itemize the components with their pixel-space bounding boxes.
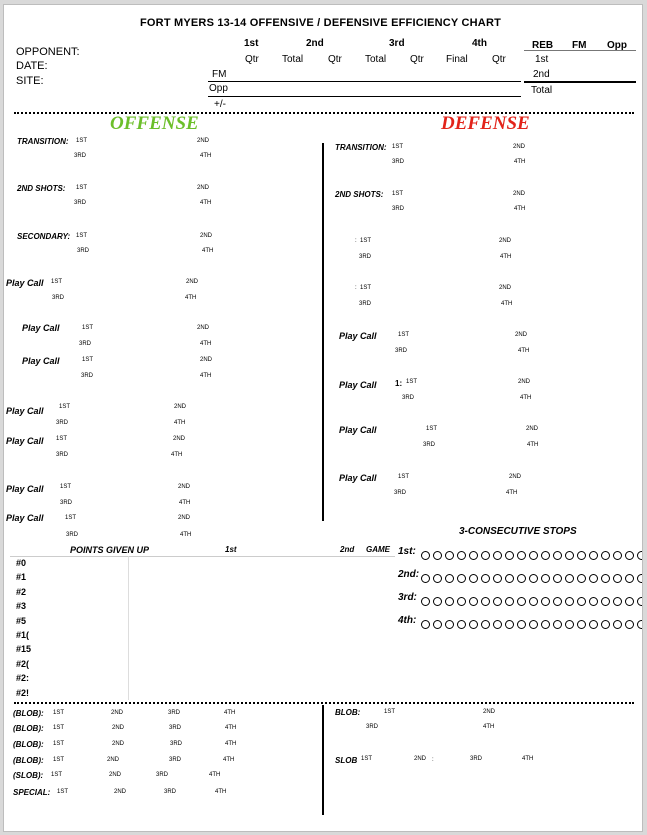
stop-checkbox[interactable]	[469, 574, 478, 583]
blob-left-label: (SLOB):	[13, 771, 44, 780]
defense-transition-label: TRANSITION:	[335, 143, 387, 152]
def-pc3-q4: 4TH	[527, 442, 539, 448]
stop-checkbox[interactable]	[481, 551, 490, 560]
stop-checkbox[interactable]	[481, 597, 490, 606]
top-dotted-separator	[14, 112, 634, 114]
blob-left-q4: 4TH	[223, 757, 235, 763]
stop-checkbox[interactable]	[433, 574, 442, 583]
off-pc2-q2: 2ND	[197, 325, 210, 331]
player-number: #0	[16, 558, 27, 568]
offense-defense-divider	[322, 143, 324, 521]
player-number: #3	[16, 601, 27, 612]
blob-left-q3: 3RD	[169, 757, 182, 763]
stop-checkbox[interactable]	[637, 597, 643, 606]
blob-left-q1: 1ST	[53, 757, 65, 763]
blob-right-q2: 2ND	[483, 709, 496, 715]
def-play-call-3: Play Call	[339, 425, 377, 435]
stop-checkbox[interactable]	[565, 620, 574, 629]
slob-right-q1: 1ST	[361, 756, 373, 762]
stops-row-label: 2nd:	[398, 569, 420, 580]
reb-header: REB	[532, 40, 554, 51]
blob-left-label: SPECIAL:	[13, 788, 51, 797]
blob-left-q4: 4TH	[215, 789, 227, 795]
off-pc7-q2: 2ND	[178, 515, 191, 521]
off-trans-q2: 2ND	[197, 138, 210, 144]
def-trans-q1: 1ST	[392, 144, 404, 150]
stop-checkbox[interactable]	[613, 551, 622, 560]
def-blank1-q2: 2ND	[499, 238, 512, 244]
slob-right-q3: 3RD	[470, 756, 483, 762]
points-1st-header: 1st	[225, 545, 237, 554]
reb-2nd: 2nd	[533, 69, 550, 80]
blob-left-q1: 1ST	[53, 741, 65, 747]
def-pc3-q3: 3RD	[423, 442, 436, 448]
player-number: #2:	[16, 673, 30, 684]
blob-left-q4: 4TH	[224, 710, 236, 716]
stop-checkbox[interactable]	[433, 597, 442, 606]
date-label: DATE:	[16, 60, 48, 72]
off-pc1-q1: 1ST	[51, 279, 63, 285]
def-play-call-2: Play Call	[339, 380, 377, 390]
stop-checkbox[interactable]	[577, 597, 586, 606]
col-final: Final	[446, 54, 468, 65]
reb-opp-header: Opp	[607, 40, 627, 51]
blob-left-q4: 4TH	[225, 741, 237, 747]
stops-circle-row	[421, 616, 643, 634]
stop-checkbox[interactable]	[637, 551, 643, 560]
fm-line	[208, 81, 521, 82]
off-pc3-q3: 3RD	[81, 373, 94, 379]
stop-checkbox[interactable]	[553, 551, 562, 560]
quarter-2-header: 2nd	[306, 38, 324, 49]
blob-left-q3: 3RD	[168, 710, 181, 716]
col-qtr-2: Qtr	[328, 54, 342, 65]
off-play-call-3: Play Call	[22, 356, 60, 366]
quarter-3-header: 3rd	[389, 38, 405, 49]
blob-left-q1: 1ST	[53, 725, 65, 731]
off-pc3-q2: 2ND	[200, 357, 213, 363]
off-pc4-q1: 1ST	[59, 404, 71, 410]
player-number: #1	[16, 572, 27, 583]
stop-checkbox[interactable]	[613, 597, 622, 606]
def-blank2-q3: 3RD	[359, 301, 372, 307]
stop-checkbox[interactable]	[625, 574, 634, 583]
stop-checkbox[interactable]	[565, 597, 574, 606]
blob-left-q2: 2ND	[107, 757, 120, 763]
stop-checkbox[interactable]	[541, 551, 550, 560]
blob-left-q1: 1ST	[53, 710, 65, 716]
def-play-call-4: Play Call	[339, 473, 377, 483]
stops-circle-row	[421, 547, 643, 565]
off-pc5-q4: 4TH	[171, 452, 183, 458]
stop-checkbox[interactable]	[457, 574, 466, 583]
off-trans-q1: 1ST	[76, 138, 88, 144]
off-play-call-7: Play Call	[6, 513, 44, 523]
stop-checkbox[interactable]	[589, 597, 598, 606]
stops-row-label: 3rd:	[398, 592, 417, 603]
off-sec-q4: 4TH	[202, 248, 214, 254]
off-play-call-5: Play Call	[6, 436, 44, 446]
stop-checkbox[interactable]	[529, 597, 538, 606]
stop-checkbox[interactable]	[589, 551, 598, 560]
stop-checkbox[interactable]	[625, 597, 634, 606]
blob-left-q2: 2ND	[111, 710, 124, 716]
off-2nd-q3: 3RD	[74, 200, 87, 206]
blob-right-q1: 1ST	[384, 709, 396, 715]
stop-checkbox[interactable]	[625, 551, 634, 560]
stop-checkbox[interactable]	[457, 597, 466, 606]
row-opp: Opp	[209, 83, 228, 94]
stop-checkbox[interactable]	[445, 551, 454, 560]
stop-checkbox[interactable]	[601, 551, 610, 560]
off-2nd-q2: 2ND	[197, 185, 210, 191]
defense-title: DEFENSE	[441, 113, 530, 134]
points-given-up-title: POINTS GIVEN UP	[70, 545, 150, 555]
stop-checkbox[interactable]	[433, 551, 442, 560]
stops-row-label: 4th:	[398, 615, 417, 626]
quarter-1-header: 1st	[244, 38, 259, 49]
blob-left-q4: 4TH	[225, 725, 237, 731]
col-total-1: Total	[282, 54, 304, 65]
stop-checkbox[interactable]	[529, 620, 538, 629]
slob-right-q2: 2ND	[414, 756, 427, 762]
stops-row-label: 1st:	[398, 546, 416, 557]
stop-checkbox[interactable]	[589, 574, 598, 583]
stops-circle-row	[421, 593, 643, 611]
stop-checkbox[interactable]	[517, 620, 526, 629]
stop-checkbox[interactable]	[613, 620, 622, 629]
col-total-2: Total	[365, 54, 387, 65]
defense-second-shots-label: 2ND SHOTS:	[335, 190, 384, 199]
def-pc3-q2: 2ND	[526, 426, 539, 432]
reb-1st: 1st	[535, 54, 549, 65]
stop-checkbox[interactable]	[541, 620, 550, 629]
stop-checkbox[interactable]	[421, 597, 430, 606]
off-play-call-6: Play Call	[6, 484, 44, 494]
bottom-dotted-separator	[14, 702, 634, 704]
reb-top-line	[524, 50, 636, 51]
stop-checkbox[interactable]	[493, 620, 502, 629]
stop-checkbox[interactable]	[493, 551, 502, 560]
blob-left-q3: 3RD	[156, 772, 169, 778]
def-pc4-q1: 1ST	[398, 474, 410, 480]
def-pc2-q3: 3RD	[402, 395, 415, 401]
stop-checkbox[interactable]	[577, 574, 586, 583]
def-blank2-colon: :	[355, 285, 357, 291]
row-plus-minus: +/-	[214, 99, 226, 110]
def-blank2-q2: 2ND	[499, 285, 512, 291]
stop-checkbox[interactable]	[505, 620, 514, 629]
stops-title: 3-CONSECUTIVE STOPS	[459, 526, 577, 537]
off-pc3-q4: 4TH	[200, 373, 212, 379]
points-game-header: GAME	[366, 545, 390, 554]
stop-checkbox[interactable]	[505, 597, 514, 606]
def-pc1-q3: 3RD	[395, 348, 408, 354]
player-number: #2	[16, 586, 27, 597]
col-qtr-1: Qtr	[245, 54, 259, 65]
off-play-call-1: Play Call	[6, 278, 44, 288]
stop-checkbox[interactable]	[421, 574, 430, 583]
def-blank1-q3: 3RD	[359, 254, 372, 260]
def-trans-q4: 4TH	[514, 159, 526, 165]
off-pc7-q3: 3RD	[66, 532, 79, 538]
off-pc6-q2: 2ND	[178, 484, 191, 490]
opponent-label: OPPONENT:	[16, 46, 80, 58]
off-pc3-q1: 1ST	[82, 357, 94, 363]
blob-left-label: (BLOB):	[13, 740, 44, 749]
opp-line	[208, 96, 521, 97]
offense-second-shots-label: 2ND SHOTS:	[17, 184, 66, 193]
off-pc4-q2: 2ND	[174, 404, 187, 410]
stop-checkbox[interactable]	[421, 620, 430, 629]
stop-checkbox[interactable]	[445, 620, 454, 629]
def-trans-q2: 2ND	[513, 144, 526, 150]
off-sec-q1: 1ST	[76, 233, 88, 239]
def-pc2-q1: 1ST	[406, 379, 418, 385]
stop-checkbox[interactable]	[469, 551, 478, 560]
blob-left-q2: 2ND	[109, 772, 122, 778]
def-2nd-q4: 4TH	[514, 206, 526, 212]
stop-checkbox[interactable]	[553, 620, 562, 629]
stop-checkbox[interactable]	[529, 551, 538, 560]
stop-checkbox[interactable]	[553, 597, 562, 606]
offense-transition-label: TRANSITION:	[17, 137, 69, 146]
stop-checkbox[interactable]	[517, 574, 526, 583]
stop-checkbox[interactable]	[469, 597, 478, 606]
def-pc1-q4: 4TH	[518, 348, 530, 354]
slob-right-q4: 4TH	[522, 756, 534, 762]
stop-checkbox[interactable]	[601, 597, 610, 606]
efficiency-chart-sheet	[3, 4, 643, 832]
off-2nd-q1: 1ST	[76, 185, 88, 191]
off-pc2-q3: 3RD	[79, 341, 92, 347]
off-trans-q4: 4TH	[200, 153, 212, 159]
off-pc2-q4: 4TH	[200, 341, 212, 347]
player-number: #15	[16, 644, 32, 655]
offense-secondary-label: SECONDARY:	[17, 232, 71, 241]
off-pc1-q4: 4TH	[185, 295, 197, 301]
stop-checkbox[interactable]	[457, 620, 466, 629]
def-blank2-q4: 4TH	[501, 301, 513, 307]
off-pc7-q4: 4TH	[180, 532, 192, 538]
player-number: #2(	[16, 658, 30, 669]
stop-checkbox[interactable]	[445, 597, 454, 606]
stop-checkbox[interactable]	[637, 620, 643, 629]
stop-checkbox[interactable]	[565, 551, 574, 560]
off-pc2-q1: 1ST	[82, 325, 94, 331]
off-sec-q3: 3RD	[77, 248, 90, 254]
off-2nd-q4: 4TH	[200, 200, 212, 206]
off-pc5-q1: 1ST	[56, 436, 68, 442]
stop-checkbox[interactable]	[505, 551, 514, 560]
stop-checkbox[interactable]	[493, 597, 502, 606]
def-2nd-q1: 1ST	[392, 191, 404, 197]
stop-checkbox[interactable]	[505, 574, 514, 583]
blob-left-q2: 2ND	[112, 741, 125, 747]
def-blank2-q1: 1ST	[360, 285, 372, 291]
player-number: #2!	[16, 687, 30, 698]
stop-checkbox[interactable]	[517, 597, 526, 606]
blob-left-label: (BLOB):	[13, 756, 44, 765]
offense-title: OFFENSE	[110, 113, 199, 134]
stop-checkbox[interactable]	[445, 574, 454, 583]
blob-left-q2: 2ND	[112, 725, 125, 731]
col-qtr-4: Qtr	[492, 54, 506, 65]
site-label: SITE:	[16, 75, 44, 87]
stop-checkbox[interactable]	[589, 620, 598, 629]
off-pc6-q4: 4TH	[179, 500, 191, 506]
chart-title: FORT MYERS 13-14 OFFENSIVE / DEFENSIVE EFFICIENCY CHART	[140, 17, 502, 29]
def-pc1-q1: 1ST	[398, 332, 410, 338]
def-pc2-q2: 2ND	[518, 379, 531, 385]
off-pc1-q2: 2ND	[186, 279, 199, 285]
stop-checkbox[interactable]	[541, 574, 550, 583]
blob-left-q4: 4TH	[209, 772, 221, 778]
stop-checkbox[interactable]	[625, 620, 634, 629]
off-pc4-q3: 3RD	[56, 420, 69, 426]
stop-checkbox[interactable]	[601, 620, 610, 629]
def-pc3-q1: 1ST	[426, 426, 438, 432]
stop-checkbox[interactable]	[541, 597, 550, 606]
blob-right-q3: 3RD	[366, 724, 379, 730]
off-play-call-2: Play Call	[22, 323, 60, 333]
stop-checkbox[interactable]	[517, 551, 526, 560]
def-pc2-q4: 4TH	[520, 395, 532, 401]
stop-checkbox[interactable]	[457, 551, 466, 560]
stop-checkbox[interactable]	[565, 574, 574, 583]
def-pc1-q2: 2ND	[515, 332, 528, 338]
def-pc4-q3: 3RD	[394, 490, 407, 496]
off-trans-q3: 3RD	[74, 153, 87, 159]
stop-checkbox[interactable]	[433, 620, 442, 629]
def-2nd-q3: 3RD	[392, 206, 405, 212]
reb-total: Total	[531, 85, 553, 96]
stop-checkbox[interactable]	[577, 620, 586, 629]
off-pc1-q3: 3RD	[52, 295, 65, 301]
stop-checkbox[interactable]	[613, 574, 622, 583]
blob-divider	[322, 705, 324, 815]
player-number: #5	[16, 615, 27, 626]
blob-right-q4: 4TH	[483, 724, 495, 730]
stop-checkbox[interactable]	[601, 574, 610, 583]
stop-checkbox[interactable]	[493, 574, 502, 583]
points-2nd-header: 2nd	[340, 545, 355, 554]
off-pc6-q1: 1ST	[60, 484, 72, 490]
stop-checkbox[interactable]	[577, 551, 586, 560]
slob-right-colon: :	[432, 757, 434, 763]
stop-checkbox[interactable]	[481, 574, 490, 583]
stop-checkbox[interactable]	[637, 574, 643, 583]
def-trans-q3: 3RD	[392, 159, 405, 165]
def-blank1-colon: :	[355, 238, 357, 244]
off-pc5-q2: 2ND	[173, 436, 186, 442]
def-2nd-q2: 2ND	[513, 191, 526, 197]
player-number: #1(	[16, 630, 30, 640]
blob-left-q3: 3RD	[169, 725, 182, 731]
stop-checkbox[interactable]	[529, 574, 538, 583]
stop-checkbox[interactable]	[421, 551, 430, 560]
row-fm: FM	[212, 69, 227, 80]
def-pc4-q2: 2ND	[509, 474, 522, 480]
col-qtr-3: Qtr	[410, 54, 424, 65]
blob-right-label: BLOB:	[335, 708, 361, 717]
blob-left-label: (BLOB):	[13, 724, 44, 733]
def-pc2-one: 1:	[395, 379, 403, 388]
blob-left-q1: 1ST	[57, 789, 69, 795]
reb-total-line	[524, 81, 636, 83]
off-pc7-q1: 1ST	[65, 515, 77, 521]
stop-checkbox[interactable]	[553, 574, 562, 583]
stops-circle-row	[421, 570, 643, 588]
reb-fm-header: FM	[572, 40, 587, 51]
stop-checkbox[interactable]	[481, 620, 490, 629]
def-play-call-1: Play Call	[339, 331, 377, 341]
def-blank1-q4: 4TH	[500, 254, 512, 260]
off-play-call-4: Play Call	[6, 406, 44, 416]
slob-right-label: SLOB	[335, 756, 358, 765]
off-sec-q2: 2ND	[200, 233, 213, 239]
off-pc4-q4: 4TH	[174, 420, 186, 426]
off-pc5-q3: 3RD	[56, 452, 69, 458]
blob-left-q3: 3RD	[170, 741, 183, 747]
quarter-4-header: 4th	[472, 38, 487, 49]
blob-left-label: (BLOB):	[13, 709, 44, 718]
blob-left-q2: 2ND	[114, 789, 127, 795]
def-pc4-q4: 4TH	[506, 490, 518, 496]
blob-left-q1: 1ST	[51, 772, 63, 778]
def-blank1-q1: 1ST	[360, 238, 372, 244]
blob-left-q3: 3RD	[164, 789, 177, 795]
off-pc6-q3: 3RD	[60, 500, 73, 506]
stop-checkbox[interactable]	[469, 620, 478, 629]
